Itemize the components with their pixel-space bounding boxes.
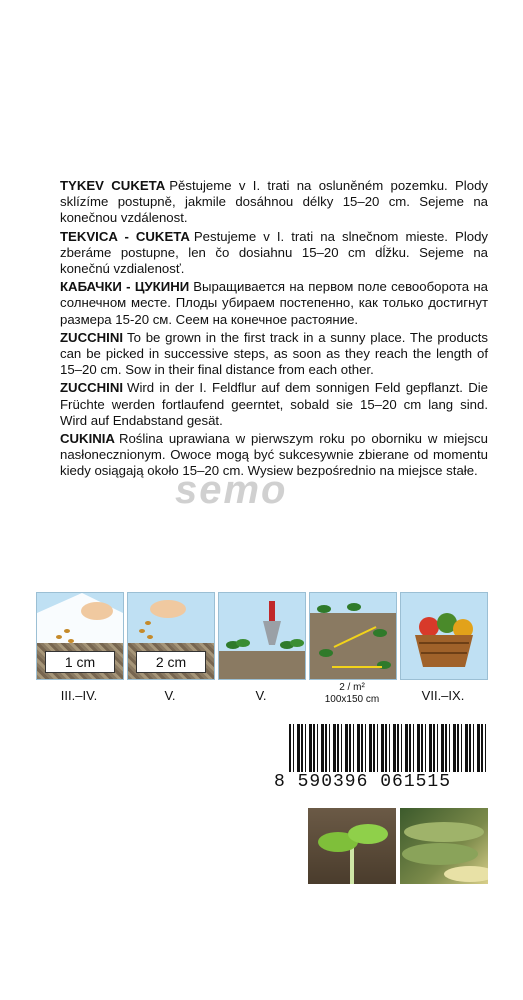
paragraph-heading: CUKINIA bbox=[60, 431, 115, 447]
paragraph-sk bbox=[60, 229, 488, 278]
step-month-label: III.–IV. bbox=[60, 688, 98, 703]
step-month-label: V. bbox=[255, 688, 267, 703]
paragraph-cz bbox=[60, 178, 488, 227]
brand-watermark: semo bbox=[175, 468, 288, 512]
paragraph-heading: ZUCCHINI bbox=[60, 380, 124, 396]
trowel-seedling-icon bbox=[219, 593, 305, 679]
instructions bbox=[60, 178, 488, 482]
sowing-steps bbox=[36, 592, 488, 722]
step-thinning bbox=[218, 592, 306, 680]
paragraph-text: Pěstujeme v I. trati na osluněném pozemku. Plody sklízíme postupně, jakmile dosáhnou délky 15–20 cm. Sejeme na konečnou vzdálenost. bbox=[60, 178, 488, 226]
step-density-label bbox=[309, 682, 395, 706]
barcode bbox=[289, 724, 489, 772]
density-value: 2 / m² bbox=[339, 682, 365, 693]
paragraph-text: Pestujeme v I. trati na slnečnom mieste. Plody zberáme postupne, len čo dosiahnu 15–20 cm dĺžku. Sejeme na konečnú vzdialenosť. bbox=[60, 228, 489, 277]
spacing-arrows-icon bbox=[310, 593, 396, 679]
paragraph-text: Выращивается на первом поле севооборота на солнечном месте. Плоды убираем постепенно, как только достигнут размера 15-20 см. Сеем на конечное растояние. bbox=[60, 279, 488, 327]
seedling-icon bbox=[308, 808, 396, 884]
step-sow-2cm bbox=[127, 592, 215, 680]
zucchini-icon bbox=[400, 808, 488, 884]
step-month-label: VII.–IX. bbox=[421, 688, 465, 703]
paragraph-text: To be grown in the first track in a sunny place. The products can be picked in successive steps, as soon as they reach the length of 15–20 cm. Sow in their final distance from each other. bbox=[60, 329, 488, 378]
seedling-photo bbox=[308, 808, 396, 884]
step-month-label: V. bbox=[164, 688, 176, 703]
paragraph-text: Wird in der I. Feldflur auf dem sonnigen Feld gepflanzt. Die Früchte werden fortlaufend geerntet, sobald sie 15–20 cm lang sind. Wird auf Endabstand gesät. bbox=[60, 380, 488, 428]
paragraph-heading: TYKEV CUKETA bbox=[60, 178, 166, 193]
vegetable-basket-icon bbox=[401, 593, 487, 679]
zucchini-photo bbox=[400, 808, 488, 884]
spacing-value: 100x150 cm bbox=[324, 694, 380, 705]
depth-label: 1 cm bbox=[45, 651, 115, 673]
step-harvest bbox=[400, 592, 488, 680]
paragraph-heading: TEKVICA - CUKETA bbox=[60, 228, 190, 244]
paragraph-heading: КАБАЧКИ - ЦУКИНИ bbox=[60, 279, 190, 295]
depth-label: 2 cm bbox=[136, 651, 206, 673]
paragraph-text: Roślina uprawiana w pierwszym roku po oborniku w miejscu nasłonecznionym. Owoce mogą być sukcesywnie zbierane od momentu kiedy osiągają około 15–20 cm. Wysiew bezpośrednio na miejsce stałe. bbox=[60, 431, 488, 479]
step-sow-1cm bbox=[36, 592, 124, 680]
step-spacing bbox=[309, 592, 397, 680]
paragraph-ru bbox=[60, 279, 488, 328]
barcode-number: 8 590396 061515 bbox=[274, 772, 452, 792]
paragraph-heading: ZUCCHINI bbox=[60, 329, 124, 345]
paragraph-de bbox=[60, 380, 488, 429]
paragraph-en bbox=[60, 330, 488, 379]
